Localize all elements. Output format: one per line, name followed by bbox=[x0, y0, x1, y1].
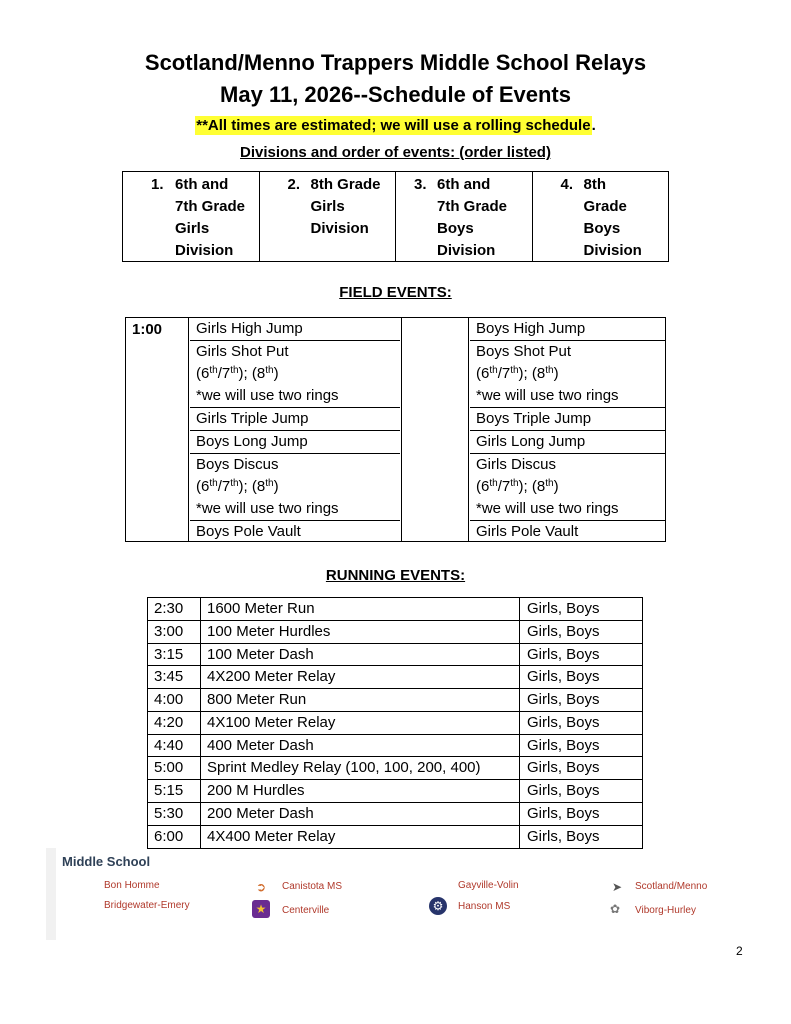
school-name: Bon Homme bbox=[104, 880, 160, 891]
event-groups: Girls, Boys bbox=[527, 600, 600, 617]
division-cell bbox=[123, 172, 259, 261]
school-name: Canistota MS bbox=[282, 881, 343, 892]
event-groups: Girls, Boys bbox=[527, 782, 600, 799]
field-event-right-cell bbox=[470, 318, 666, 341]
conference-heading: Middle School bbox=[62, 854, 151, 869]
divisions-table bbox=[122, 171, 669, 262]
hanson-logo-icon: ⚙ bbox=[429, 897, 447, 915]
field-event-text: Girls Pole Vault bbox=[476, 523, 579, 540]
viborg-hurley-logo-icon: ✿ bbox=[609, 902, 621, 916]
field-events-heading: FIELD EVENTS: bbox=[339, 284, 452, 301]
field-event-right-cell bbox=[470, 431, 666, 454]
note-tail: . bbox=[591, 117, 596, 134]
field-event-text: Boys Triple Jump bbox=[476, 410, 592, 427]
field-event-left-cell bbox=[190, 431, 400, 454]
event-name: 100 Meter Dash bbox=[201, 644, 520, 666]
event-time: 3:00 bbox=[148, 621, 201, 643]
division-label bbox=[437, 174, 532, 262]
event-groups: Girls, Boys bbox=[527, 713, 600, 731]
field-event-right-cell bbox=[470, 341, 666, 408]
field-event-left-cell bbox=[190, 318, 400, 341]
field-event-text: Girls Shot Put bbox=[196, 343, 289, 360]
field-events-left-column bbox=[190, 318, 400, 544]
division-label-line: Grade bbox=[583, 198, 627, 215]
division-label bbox=[584, 174, 679, 262]
divisions-heading: Divisions and order of events: (order listed) bbox=[240, 144, 551, 161]
running-event-row bbox=[148, 826, 642, 849]
event-name: 1600 Meter Run bbox=[201, 598, 520, 620]
field-event-text: (6th/7th); (8th) bbox=[196, 478, 279, 495]
event-name: 400 Meter Dash bbox=[201, 735, 520, 757]
field-event-left-cell bbox=[190, 408, 400, 431]
school-name: Bridgewater-Emery bbox=[104, 900, 190, 911]
event-name: Sprint Medley Relay (100, 100, 200, 400) bbox=[201, 757, 520, 779]
field-event-text: *we will use two rings bbox=[196, 387, 339, 404]
event-groups: Girls, Boys bbox=[527, 622, 600, 640]
division-number: 2. bbox=[287, 176, 301, 193]
field-event-right-cell bbox=[470, 521, 666, 544]
running-events-heading: RUNNING EVENTS: bbox=[325, 567, 466, 584]
centerville-logo-icon: ★ bbox=[252, 900, 270, 918]
running-event-row bbox=[148, 735, 642, 758]
field-event-text: (6th/7th); (8th) bbox=[476, 365, 559, 382]
field-event-right-cell bbox=[470, 454, 666, 521]
school-name: Scotland/Menno bbox=[635, 881, 708, 892]
running-event-row bbox=[148, 621, 642, 644]
field-event-text: (6th/7th); (8th) bbox=[196, 365, 279, 382]
division-label-line: Division bbox=[583, 242, 642, 259]
school-name: Viborg-Hurley bbox=[635, 905, 696, 916]
highlighted-note: **All times are estimated; we will use a rolling schedule bbox=[196, 117, 591, 134]
page-title: Scotland/Menno Trappers Middle School Relays bbox=[144, 50, 647, 75]
division-label-line: Division bbox=[310, 220, 369, 237]
running-event-row bbox=[148, 780, 642, 803]
school-name: Hanson MS bbox=[458, 901, 511, 912]
division-cell bbox=[532, 172, 669, 261]
panel-accent-bar bbox=[46, 848, 56, 940]
division-label-line: 8th bbox=[583, 176, 606, 193]
event-time: 3:15 bbox=[148, 644, 201, 666]
event-time: 5:30 bbox=[148, 803, 201, 825]
scotland-menno-logo-icon: ➤ bbox=[611, 880, 623, 894]
event-groups: Girls, Boys bbox=[527, 645, 600, 663]
event-name: 4X100 Meter Relay bbox=[201, 712, 520, 734]
division-label-line: 6th and bbox=[437, 176, 491, 193]
running-event-row bbox=[148, 757, 642, 780]
field-divider-column bbox=[401, 318, 469, 541]
field-event-text: Girls Triple Jump bbox=[196, 410, 309, 427]
field-event-text: (6th/7th); (8th) bbox=[476, 478, 559, 495]
event-name: 4X400 Meter Relay bbox=[201, 826, 520, 849]
division-label-line: Division bbox=[175, 242, 234, 259]
running-event-row bbox=[148, 803, 642, 826]
event-time: 6:00 bbox=[148, 826, 201, 849]
division-number: 3. bbox=[414, 176, 427, 193]
field-start-time: 1:00 bbox=[126, 318, 189, 541]
canistota-logo-icon: ➲ bbox=[255, 880, 267, 894]
school-name: Centerville bbox=[282, 905, 330, 916]
field-event-text: Girls Discus bbox=[476, 456, 557, 473]
conference-panel bbox=[46, 848, 746, 940]
event-time: 5:15 bbox=[148, 780, 201, 802]
event-groups: Girls, Boys bbox=[527, 691, 600, 708]
event-time: 4:40 bbox=[148, 735, 201, 757]
field-event-text: Girls High Jump bbox=[196, 320, 303, 337]
division-cell bbox=[259, 172, 396, 261]
field-events-right-column bbox=[470, 318, 666, 544]
event-groups: Girls, Boys bbox=[527, 827, 600, 845]
running-event-row bbox=[148, 666, 642, 689]
division-label-line: 7th Grade bbox=[437, 198, 508, 215]
field-event-left-cell bbox=[190, 521, 400, 544]
division-label-line: 6th and bbox=[175, 176, 229, 193]
running-event-row bbox=[148, 598, 642, 621]
event-name: 200 Meter Dash bbox=[201, 803, 520, 825]
event-groups: Girls, Boys bbox=[527, 668, 600, 686]
event-time: 5:00 bbox=[148, 757, 201, 779]
field-event-text: Girls Long Jump bbox=[476, 433, 586, 450]
division-label-line: Girls bbox=[175, 220, 210, 237]
page-subtitle: May 11, 2026--Schedule of Events bbox=[220, 82, 571, 107]
event-time: 4:20 bbox=[148, 712, 201, 734]
division-label bbox=[311, 174, 406, 240]
event-groups: Girls, Boys bbox=[527, 804, 600, 822]
division-label-line: Boys bbox=[437, 220, 474, 237]
division-cell bbox=[395, 172, 532, 261]
running-event-row bbox=[148, 644, 642, 667]
event-groups: Girls, Boys bbox=[527, 736, 600, 754]
field-event-text: *we will use two rings bbox=[476, 500, 619, 517]
page-number: 2 bbox=[736, 944, 743, 958]
field-events-table bbox=[125, 317, 666, 542]
event-time: 3:45 bbox=[148, 666, 201, 688]
event-name: 200 M Hurdles bbox=[201, 780, 520, 802]
division-label-line: 7th Grade bbox=[175, 198, 246, 215]
division-number: 1. bbox=[151, 176, 164, 193]
field-event-right-cell bbox=[470, 408, 666, 431]
event-name: 4X200 Meter Relay bbox=[201, 666, 520, 688]
event-time: 4:00 bbox=[148, 689, 201, 711]
field-event-text: Boys Shot Put bbox=[476, 343, 572, 360]
division-label-line: Boys bbox=[583, 220, 621, 237]
division-label-line: 8th Grade bbox=[310, 176, 381, 193]
event-name: 100 Meter Hurdles bbox=[201, 621, 520, 643]
division-label-line: Division bbox=[437, 242, 496, 259]
division-label-line: Girls bbox=[310, 198, 345, 215]
field-event-text: Boys Long Jump bbox=[196, 433, 308, 450]
school-name: Gayville-Volin bbox=[458, 880, 519, 891]
field-event-left-cell bbox=[190, 341, 400, 408]
running-event-row bbox=[148, 689, 642, 712]
field-event-left-cell bbox=[190, 454, 400, 521]
field-event-text: *we will use two rings bbox=[476, 387, 619, 404]
event-groups: Girls, Boys bbox=[527, 759, 600, 777]
field-event-text: Boys High Jump bbox=[476, 320, 586, 337]
division-number: 4. bbox=[560, 176, 574, 193]
event-name: 800 Meter Run bbox=[201, 689, 520, 711]
event-time: 2:30 bbox=[148, 598, 201, 620]
field-event-text: Boys Discus bbox=[196, 456, 279, 473]
running-events-table bbox=[147, 597, 643, 849]
field-event-text: *we will use two rings bbox=[196, 500, 339, 517]
field-event-text: Boys Pole Vault bbox=[196, 523, 301, 540]
running-event-row bbox=[148, 712, 642, 735]
division-label bbox=[175, 174, 270, 262]
schedule-note bbox=[0, 116, 791, 136]
